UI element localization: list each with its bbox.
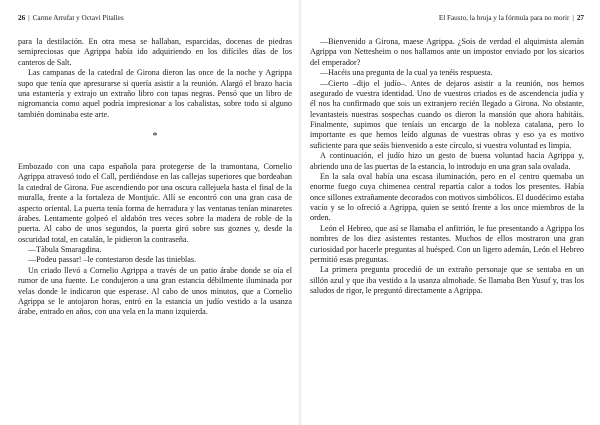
section-divider: * xyxy=(152,131,158,142)
paragraph: Embozado con una capa española para protegerse de la tramontana, Cornelio Agrippa atravesó todo el Call, perdiéndose en las callejas superiores que bordeaban la catedral de Girona. Fue ascendiendo por una oscura callejuela hasta el final de la muralla, frente a la fortaleza de Montjuïc. Allí se encontró con una gran casa de aspecto oriental. La puerta tenía forma de herradura y las ventanas tenían minaretes árabes. Lentamente golpeó el aldabón tres veces sobre la madera de roble de la puerta. Al cabo de unos segundos, la puerta giró sobre sus goznes y, desde la oscuridad total, en catalán, le pidieron la contraseña. xyxy=(18,162,292,244)
dialog-line: —Cierto –dijo el judío–. Antes de dejaros asistir a la reunión, nos hemos asegurado de vuestra identidad. Uno de vuestros criados es de ascendencia judía y él nos ha confirmado que sois un extranjero recién llegado a Girona. No obstante, levantasteis nuestras sospechas cuando os dieron la mansión que ahora habitáis. Finalmente, supimos que teníais un encargo de la nobleza catalana, pero lo importante es que hemos leído algunas de vuestras obras y eso ya es motivo suficiente para que seáis bienvenido a este círculo, si vuestra voluntad es limpia. xyxy=(310,78,584,150)
paragraph: para la destilación. En otra mesa se hallaban, esparcidas, docenas de piedras semipreciosas que Agrippa había ido adquiriendo en los difíciles días de los canteros de Salt. xyxy=(18,37,292,67)
left-page xyxy=(18,0,292,425)
book-gutter xyxy=(298,0,302,425)
left-page-body xyxy=(18,37,292,318)
right-page-number: 27 xyxy=(576,14,584,22)
dialog-line: —Podeu passar! –le contestaron desde las tinieblas. xyxy=(28,255,197,265)
paragraph: Las campanas de la catedral de Girona dieron las once de la noche y Agrippa supo que tenía que apresurarse si quería asistir a la reunión. Alargó el brazo hacia una estantería y extrajo un extraño libro con tapas negras. Pensó que un libro de nigromancia como aquel podría impresionar a los cabalistas, sobre todo si alguno también dominaba este arte. xyxy=(18,68,292,119)
right-page xyxy=(310,0,584,425)
paragraph: La primera pregunta procedió de un extraño personaje que se sentaba en un sillón azul y que iba vestido a la usanza almohade. Se llamaba Ben Yusuf y, tras los saludos de rigor, le preguntó directamente a Agrippa. xyxy=(310,265,584,295)
dialog-line: —Bienvenido a Girona, maese Agrippa. ¿Sois de verdad el alquimista alemán Agrippa von Nettesheim o nos hallamos ante un impostor enviado por los sicarios del emperador? xyxy=(310,37,584,67)
paragraph: A continuación, el judío hizo un gesto de buena voluntad hacia Agrippa y, abriendo una de las puertas de la estancia, lo introdujo en una gran sala ovalada. xyxy=(310,151,584,171)
left-page-number: 26 xyxy=(18,14,26,22)
right-header-title: El Fausto, la bruja y la fórmula para no morir xyxy=(438,14,570,22)
dialog-line: —Hacéis una pregunta de la cual ya tenéis respuesta. xyxy=(320,68,493,78)
paragraph: Un criado llevó a Cornelio Agrippa a través de un patio árabe donde se oía el rumor de una fuente. Le condujeron a una gran estancia débilmente iluminada por velas donde le indicaron que esperase. Al cabo de unos minutos, que a Cornelio Agrippa se le antojaron horas, entró en la estancia un judío vestido a la usanza árabe, entrado en años, con una vela en la mano izquierda. xyxy=(18,265,292,317)
right-page-body xyxy=(310,37,584,296)
dialog-line: —Tàbula Smaragdina. xyxy=(28,245,102,254)
left-page-header xyxy=(18,14,292,23)
header-separator: | xyxy=(28,14,30,22)
header-separator: | xyxy=(572,14,574,22)
paragraph: En la sala oval había una escasa iluminación, pero en el centro quemaba un enorme fuego cuya chimenea central repartía calor a todos los presentes. Había once sillones extrañamente decorados con motivos simbólicos. El duodécimo estaba vacío y se lo ofreció a Agrippa, quien se sentó frente a los once miembros de la orden. xyxy=(310,171,584,223)
paragraph: León el Hebreo, que así se llamaba el anfitrión, le fue presentando a Agrippa los nombres de los diez asistentes restantes. Muchos de ellos mostraron una gran curiosidad por hacerle preguntas al huésped. Con un ligero ademán, León el Hebreo permitió esas preguntas. xyxy=(310,223,584,264)
left-header-author: Carme Arrufat y Octavi Pitalles xyxy=(32,14,124,22)
right-page-header xyxy=(310,14,584,23)
